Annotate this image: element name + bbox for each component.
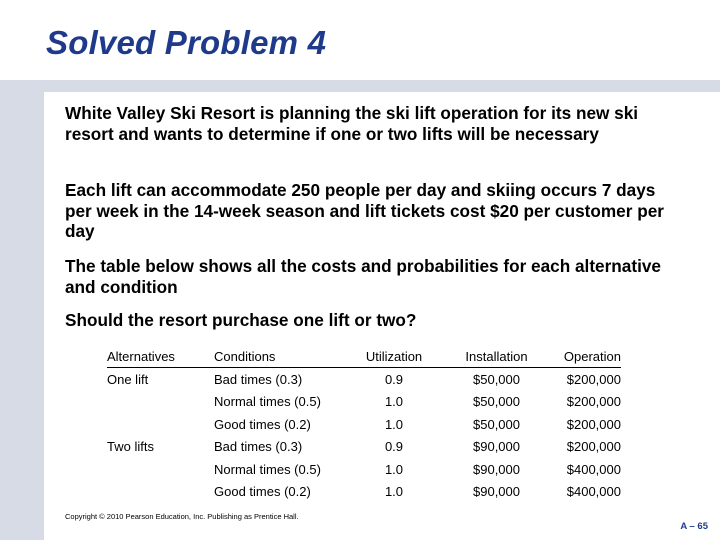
cell-condition: Normal times (0.5) [214,461,321,477]
cell-alternative [107,481,214,504]
table-row [107,368,621,391]
cell-alternative [107,391,214,414]
cell-installation: $50,000 [473,394,520,410]
cell-installation: $50,000 [473,416,520,432]
cell-installation: $90,000 [473,484,520,500]
cell-installation: $90,000 [473,439,520,455]
left-band [0,80,44,540]
paragraph-capacity: Each lift can accommodate 250 people per day and skiing occurs 7 days per week in the 14-week season and lift tickets cost $20 per customer per day [65,180,664,241]
cell-operation: $200,000 [566,394,621,410]
cell-condition: Good times (0.2) [214,484,311,500]
cell-installation: $90,000 [473,461,520,477]
header-operation: Operation [544,346,621,368]
slide-title: Solved Problem 4 [46,24,327,61]
cell-installation: $50,000 [473,371,520,387]
paragraph-table-intro: The table below shows all the costs and probabilities for each alternative and condition [65,256,661,297]
cell-operation: $200,000 [566,416,621,432]
cell-utilization: 1.0 [384,484,404,500]
header-conditions: Conditions [214,346,339,368]
table-row [107,458,621,481]
header-alternatives: Alternatives [107,346,214,368]
cell-condition: Normal times (0.5) [214,394,321,410]
cell-alternative: Two lifts [107,439,154,455]
table-row [107,481,621,504]
cell-utilization: 1.0 [384,416,404,432]
cell-operation: $400,000 [566,484,621,500]
cell-utilization: 1.0 [384,394,404,410]
cell-alternative [107,413,214,436]
cell-utilization: 0.9 [384,371,404,387]
cell-condition: Good times (0.2) [214,416,311,432]
cell-condition: Bad times (0.3) [214,371,303,387]
title-band [0,80,720,92]
cell-alternative [107,458,214,481]
table-row [107,391,621,414]
table-row [107,413,621,436]
table-row [107,436,621,459]
paragraph-intro: White Valley Ski Resort is planning the ski lift operation for its new ski resort and wants to determine if one or two lifts will be necessary [65,103,639,144]
copyright-notice: Copyright © 2010 Pearson Education, Inc. Publishing as Prentice Hall. [65,512,299,521]
cell-operation: $400,000 [566,461,621,477]
cell-utilization: 1.0 [384,461,404,477]
cell-condition: Bad times (0.3) [214,439,303,455]
cell-alternative: One lift [107,371,149,387]
slide-number: A – 65 [680,521,708,532]
paragraph-question: Should the resort purchase one lift or two? [65,310,417,330]
cell-operation: $200,000 [566,371,621,387]
table-header-row [107,346,621,368]
header-utilization: Utilization [339,346,449,368]
cell-operation: $200,000 [566,439,621,455]
header-installation: Installation [449,346,544,368]
alternatives-table [107,346,621,503]
cell-utilization: 0.9 [384,439,404,455]
